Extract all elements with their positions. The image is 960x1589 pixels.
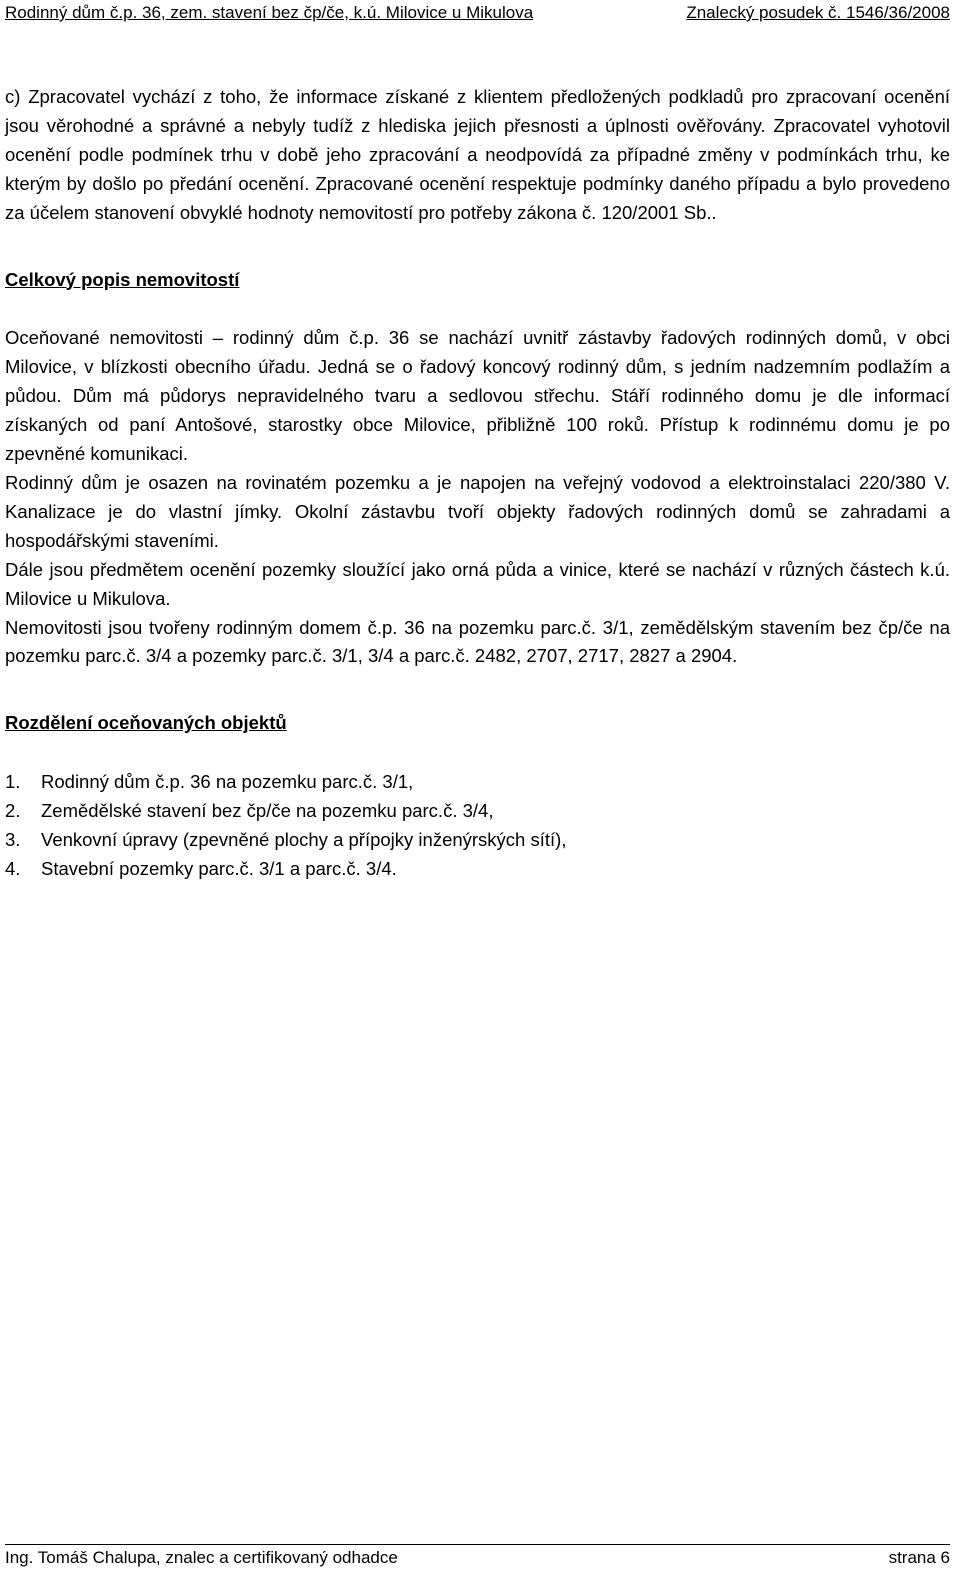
list-item <box>5 797 950 826</box>
overview-paragraph-1: Oceňované nemovitosti – rodinný dům č.p. 36 se nachází uvnitř zástavby řadových rodinných domů, v obci Milovice, v blízkosti obecního úřadu. Jedná se o řadový koncový rodinný dům, s jedním nadzemním podlažím a půdou. Dům má půdorys nepravidelného tvaru a sedlovou střechu. Stáří rodinného domu je dle informací získaných od paní Antošové, starostky obce Milovice, přibližně 100 roků. Přístup k rodinnému domu je po zpevněné komunikaci. <box>5 327 950 465</box>
page-content <box>5 83 950 884</box>
list-item-text: Stavební pozemky parc.č. 3/1 a parc.č. 3/4. <box>41 857 397 879</box>
list-item <box>5 768 950 797</box>
overview-heading: Celkový popis nemovitostí <box>5 268 240 290</box>
objects-list <box>5 768 950 884</box>
document-page <box>5 0 953 1589</box>
list-item <box>5 855 950 884</box>
list-item-number: 1. <box>5 771 21 793</box>
list-item-number: 3. <box>5 829 21 851</box>
list-item-number: 4. <box>5 857 21 879</box>
list-item <box>5 826 950 855</box>
list-item-text: Zemědělské stavení bez čp/če na pozemku parc.č. 3/4, <box>41 800 494 822</box>
page-footer <box>5 1544 950 1568</box>
list-item-text: Venkovní úpravy (zpevněné plochy a přípojky inženýrských sítí), <box>41 829 567 851</box>
list-item-number: 2. <box>5 800 21 822</box>
intro-paragraph: c) Zpracovatel vychází z toho, že informace získané z klientem předložených podkladů pro zpracovaní ocenění jsou věrohodné a správné a nebyly tudíž z hlediska jejich přesnosti a úplnosti ověřovány. Zpracovatel vyhotovil ocenění podle podmínek trhu v době jeho zpracování a neodpovídá za případné změny v podmínkách trhu, ke kterým by došlo po předání ocenění. Zpracované ocenění respektuje podmínky daného případu a bylo provedeno za účelem stanovení obvyklé hodnoty nemovitostí pro potřeby zákona č. 120/2001 Sb.. <box>5 86 950 223</box>
footer-author: Ing. Tomáš Chalupa, znalec a certifikovaný odhadce <box>5 1548 398 1567</box>
page-header <box>5 2 950 23</box>
header-document-number: Znalecký posudek č. 1546/36/2008 <box>686 3 950 22</box>
list-item-text: Rodinný dům č.p. 36 na pozemku parc.č. 3/1, <box>41 771 414 793</box>
footer-page-number: strana 6 <box>888 1548 950 1567</box>
objects-heading: Rozdělení oceňovaných objektů <box>5 712 287 734</box>
overview-paragraph-2: Rodinný dům je osazen na rovinatém pozemku a je napojen na veřejný vodovod a elektroinstalaci 220/380 V. Kanalizace je do vlastní jímky. Okolní zástavbu tvoří objekty řadových rodinných domů se zahradami a hospodářskými staveními. <box>5 471 950 551</box>
header-title: Rodinný dům č.p. 36, zem. stavení bez čp/če, k.ú. Milovice u Mikulova <box>5 3 534 22</box>
overview-paragraph-3: Dále jsou předmětem ocenění pozemky sloužící jako orná půda a vinice, které se nachází v různých částech k.ú. Milovice u Mikulova. <box>5 558 950 609</box>
overview-paragraph-4: Nemovitosti jsou tvořeny rodinným domem č.p. 36 na pozemku parc.č. 3/1, zemědělským stavením bez čp/če na pozemku parc.č. 3/4 a pozemky parc.č. 3/1, 3/4 a parc.č. 2482, 2707, 2717, 2827 a 2904. <box>5 616 950 667</box>
